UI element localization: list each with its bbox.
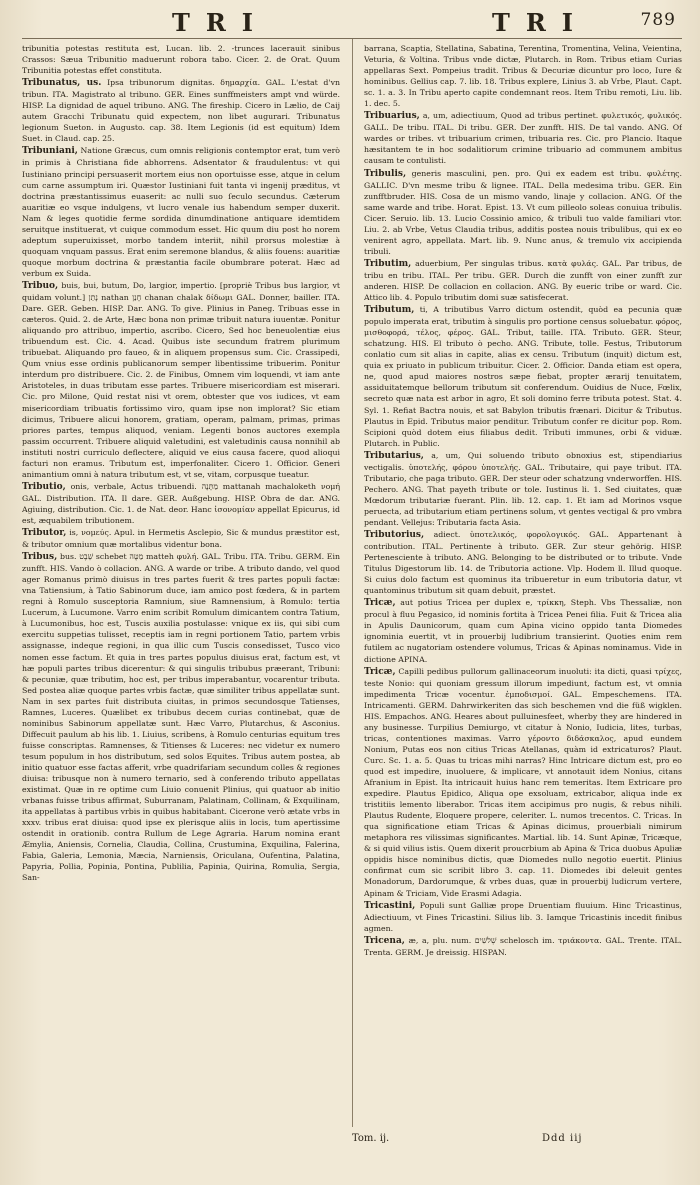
entry-text: Natione Græcus, cum omnis religionis contemptor erat, tum verò in primis à Christiana fide abhorrens. Adsentator & fraudulentus: vt qui Iustiniano principi persuaserit mortem eius non oportuisse esse, atque in celum cum carne assumptum iri. Quæstor Iustiniani fuit tanta vi ingenij præditus, vt doctrina præstantissimus euaserit: ac nulli suo ſeculo secundus. Cæterum auaritiæ eo vsque indulgens, vt lucro venale ius habendum semper duxerit. Nam & leges quotidie ferme sordida dinumdinatione antiquare idemtidem seruitque instituerat, vt cuique commodum esset. Hic quum diu post ho norem adeptum superuixisset, morbo tandem interiit, nihil prorsus molestiæ à quoquam vnquam passus. Erat enim seremone blandus, & aliis fouens: auaritiæ quoque morbum doctrina & præstantia facile obumbrare poterat. Hæc ad verbum ex Suida. bbox=[22, 146, 340, 278]
dictionary-entry bbox=[22, 527, 340, 550]
dictionary-entry bbox=[364, 529, 682, 596]
dictionary-entry bbox=[364, 597, 682, 664]
dictionary-entry bbox=[22, 43, 340, 76]
entry-headword: Tribunatus, us. bbox=[22, 78, 102, 89]
entry-text: adiect. ὑποτελικός, φορολογικός. GAL. Appartenant à contribution. ITAL. Pertinente à tributo. GER. Zur steur gehörig. HISP. Pertenesciente à tributo. ANG. Belonging to be distributed or to tribute. Vnde Titulus Digestorum lib. 14. de Tributoria actione. Vlp. Hodem ll. Illud quoque. Si cuius dolo factum est quominus ita tribueretur in eum tributoria datur, vt quantominus tributum sit quam debuit, præstet. bbox=[364, 530, 682, 596]
left-column bbox=[22, 43, 340, 1125]
entry-text: a, um, adiectiuum, Quod ad tribus pertinet. φυλετικός, φυλικός. GALL. De tribu. ITAL. Di tribu. GER. Der zunfft. HIS. De tal vando. ANG. Of wardes or tribes. vt tribuarium crimen, tribuaria res. Cic. pro Plancio. Itaque hæsitantem te in hoc sodalitiorum crimine tribuario ad communem ambitus causam te contulisti. bbox=[364, 111, 682, 166]
page-number: 789 bbox=[640, 10, 676, 30]
entry-headword: Tributio, bbox=[22, 481, 66, 492]
dictionary-entry bbox=[22, 77, 340, 144]
entry-text: aduerbium, Per singulas tribus. κατὰ φυλάς. GAL. Par tribus, de tribu en tribu. ITAL. Per tribu. GER. Durch die zunfft von einer zunfft zur anderen. HISP. De collacion en collacion. ANG. By eueric tribe or ward. Cic. Attico lib. 4. Populo tributim domi suæ satisfecerat. bbox=[364, 258, 682, 303]
entry-headword: Tricæ, bbox=[364, 666, 396, 677]
dictionary-entry bbox=[364, 258, 682, 303]
entry-text: Populi sunt Galliæ prope Druentiam fluuium. Hinc Tricastinus, Adiectiuum, vt Fines Tricastini. Silius lib. 3. Iamque Tricastinis incedit finibus agmen. bbox=[364, 900, 682, 933]
dictionary-entry bbox=[364, 304, 682, 449]
entry-headword: Tribus, bbox=[22, 552, 58, 563]
entry-headword: Tribuarius, bbox=[364, 111, 420, 122]
dictionary-entry bbox=[364, 43, 682, 109]
entry-headword: Tributim, bbox=[364, 258, 412, 269]
dictionary-entry bbox=[364, 935, 682, 958]
running-head-right: TRI bbox=[492, 8, 590, 37]
entry-text: Capilli pedibus pullorum gallinaceorum inuoluti: ita dicti, quasi τρίχες, teste Nonio: qui quoniam gressum illorum impediunt, factum est, vt omnia impedimenta Tricæ vocentur. ἐμποδισμοί. GAL. Empeschemens. ITA. Intricamenti. GERM. Dahrwirkeriten das sich beschemen vnd die füß wigklen. HIS. Empachos. ANG. Heares about pulluinesfeet, wherby they are hindered in any businesse. Turpilius Demiurgo, vt citatur à Nonio, Iudicia, lites, turbas, tricas, contentiones maximas. Varro γέροντο διδάσκαλος, apud eundem Nonium, Putas eos non citius Tricas Atellanas, quàm id extricaturos? Plaut. Curc. Sc. 1. a. 5. Quas tu tricas mihi narras? Hinc Intricare dictum est, pro eo quod est impedire, inuoluere, & implicare, vt annotauit idem Nonius, citans Afranium in Epist. Ita intricauit huius hanc rem temeritas. Item Extricare pro expedire. Plautus Epidico, Aliqua ope exsoluam, extricabor, aliqua inde ex tristitiis lemento liberabor. Tricas item accipimus pro nugis, & rebus nihili. Plautus Rudente, Eloquere propere, celeriter. L. numos trecentos. C. Tricas. In qua significatione etiam Tricas & Apinas dicimus, prouerbiali nimirum metaphora res vilissimas significantes. Martial. lib. 14. Sunt Apinæ, Tricæque, & si quid vilius istis. Quem dixerit proucrbium ab Apina & Trica duobus Apuliæ oppidis hisce nominibus dictis, quæ Diomedes nullo negotio euertit. Plinius confirmat cum sic scribit libro 3. cap. 11. Diomedes ibi deleuit gentes Monadorum, Dardorumque, & vrbes duas, quæ in prouerbij ludicrum vertere, Apinam & Triciam, Vide Erasmi Adagia. bbox=[364, 666, 682, 898]
entry-headword: Tributor, bbox=[22, 528, 67, 539]
dictionary-entry bbox=[364, 168, 682, 257]
dictionary-entry bbox=[364, 900, 682, 934]
entry-text: generis masculini, pen. pro. Qui ex eadem est tribu. φυλέτης. GALLIC. D'vn mesme tribu & lignee. ITAL. Della medesima tribu. GER. Ein zunfftbruder. HIS. Cosa de un mismo vando, linaje y collacion. ANG. Of the same warde and tribe. Horat. Epist. 13. Vt cum pilleolo soleas conuiua tribulis. Cicer. Seruio. lib. 13. Lucio Cossinio amico, & tribuli tuo valde familiari vtor. Liu. 2. ab Vrbe, Vetus Claudia tribus, additis postea nouis tribulibus, qui ex eo venirent agro, appellata. Mart. lib. 9. Nunc anus, & tremulo vix accipienda tribuli. bbox=[364, 168, 682, 256]
entry-text: barrana, Scaptia, Stellatina, Sabatina, Terentina, Tromentina, Velina, Veientina, Veturia, & Voltina. Tribus vnde dictæ, Plutarch. in Rom. Tribus etiam Curias appellaras Sext. Pompeius tradit. Tribus & Decuriæ dicuntur pro loco, Iure & hominibus. Gellius cap. 7. lib. 18. Tribus explere, Linius 3. ab Vrbe, Plaut. Capt. sc. 1. a. 3. In Tribu aperto capite condemnant reos. Item Tribu remoti, Liu. lib. 1. dec. 5. bbox=[364, 44, 682, 109]
page-header bbox=[22, 8, 682, 39]
dictionary-entry bbox=[22, 280, 340, 480]
entry-headword: Tributorius, bbox=[364, 530, 425, 541]
dictionary-entry bbox=[364, 666, 682, 899]
entry-headword: Tricastini, bbox=[364, 900, 416, 911]
entry-text: Ipsa tribunorum dignitas. δημαρχία. GAL. L'estat d'vn tribun. ITA. Magistrato al tribuno. GER. Eines sunffmeisters ampt vnd würde. HISP. La dignidad de aquel tribuno. ANG. The fireship. Cicero in Lælio, de Caij autem Gracchi Tribunatu quid expectem, non libet augurari. Tribunatus legionum Sueton. in Augusto. cap. 38. Item Legionis (id est equitum) Idem Suet. in Claud. cap. 25. bbox=[22, 78, 340, 144]
entry-headword: Tribulis, bbox=[364, 168, 407, 179]
dictionary-entry bbox=[364, 110, 682, 166]
entry-text: æ, a, plu. num. שְׁלשִׁים schelosch im. τριάκοντα. GAL. Trente. ITAL. Trenta. GERM. Je dreissig. HISPAN. bbox=[364, 935, 682, 957]
entry-headword: Tributum, bbox=[364, 305, 415, 316]
volume-label: Tom. ij. bbox=[352, 1133, 390, 1144]
signature-mark: Ddd iij bbox=[542, 1133, 583, 1144]
entry-text: aut potius Tricea per duplex e, τρίκκη, Steph. Vbs Thessaliæ, non procul à fluu Pegasico, id nominis fortita à Tricea Penei filia. Fuit & Tricea alia in Apulis Daunicorum, quam cum Apina vicino oppido tanta Diomedes ignominia euertit, vt in prouerbij ludibrium transierint. Quoties enim rem futilem ac nugatoriam ostendere volumus, Tricas & Apinas nominamus. Vide in dictione APINA. bbox=[364, 598, 682, 664]
running-head-left: TRI bbox=[172, 8, 270, 37]
dictionary-entry bbox=[22, 145, 340, 279]
dictionary-entry bbox=[22, 481, 340, 526]
entry-text: onis, verbale, Actus tribuendi. מַתָּנָה mattanah machaloketh νομή GAL. Distribution. ITA. Il dare. GER. Außgebung. HISP. Obra de dar. ANG. Agiuing, distribution. Cic. 1. de Nat. deor. Hanc ἰσονομίαν appellat Epicurus, id est, æquabilem tributionem. bbox=[22, 481, 340, 525]
dictionary-entry bbox=[22, 551, 340, 883]
entry-headword: Tribuniani, bbox=[22, 146, 78, 157]
entry-text: a, um, Qui soluendo tributo obnoxius est, stipendiarius vectigalis. ὑποτελής, φόρου ὑποτελής. GAL. Tributaire, qui paye tribut. ITA. Tributario, che paga tributo. GER. Der steur oder schatzung vnderworffen. HIS. Pechero. ANG. That payeth tribute or tole. Iustinus li. 1. Sed ciuitates, quæ Mœdorum tributariæ fuerant. Plin. lib. 12. cap. 1. Et iam ad Morinos vsque peruecta, ad tributarium etiam pertinens solum, vt gentes vectigal & pro vmbra pendant. Vellejus: Tributaria facta Asia. bbox=[364, 450, 682, 527]
entry-text: buis, bui, butum, Do, largior, impertio. [propriè Tribus bus largior, vt quidam volunt.] נָתַן nathan חָנַן chanan chalak δίδωμι GAL. Donner, bailler. ITA. Dare. GER. Geben. HISP. Dar. ANG. To give. Plinius in Paneg. Tribuas esse in cæteros. Quid. 2. de Arte, Hæc bona non primæ tribuit natura iuuentæ. Ponitur aliquando pro attribuo, impertio, ascribo. Cicero, Sed hoc beneuolentiæ eius tribuendum est. Cic. 4. Acad. Quibus iste secundum fratrem plurimum tribuebat. Aliquando pro faueo, & in aliquem propensus sum. Cic. Crassipedi, Qum vnius esse ordinis publicanorum semper libentissime tribuerim. Ponitur interdum pro distribuere. Cic. 2. de Finibus, Omnem vim loquendi, vt iam ante Aristoteles, in duas tributam esse partes. Tribuere misericordiam est miserari. Cic. pro Milone, Quid restat nisi vt orem, obtester que vos iudices, vt eam misericordiam tribuatis fortissimo viro, quam ipse non implorat? Sic etiam dicimus, Tribuere alicui honorem, gratiam, operam, palmam, primas, primas priores partes, tempus aliquod, veniam. Legenti bonos auctores exempla passim occurrent. Tribuere aliquid valetudini, est valetudinis causa nonnihil ab instituti nostri curriculo deflectere, aliquid ve eius causa facere, quod alioqui facturi non eramus. Tributum est, imperfonaliter. Cicero 1. Officior. Generi animantium omni à natura tributum est, vt se, vitam, corpusque tueatur. bbox=[22, 280, 340, 479]
column-divider bbox=[352, 39, 353, 1127]
entry-text: ti, A tributibus Varro dictum ostendit, quòd ea pecunia quæ populo imperata erat, tributim à singulis pro portione census soluebatur. φόρος, μισθοφορά, τέλος, φέρος. GAL. Tribut, taille. ITA. Tributo. GER. Steur, schatzung. HIS. El tributo ò pecho. ANG. Tribute, tolle. Festus, Tributorum conlatio cum sit alias in capite, alias ex censu. Tributum (inquit) dictum est, quia ex priuato in publicum tribuitur. Cicer. 2. Officior. Danda etiam est opera, ne, quod apud maiores nostros sæpe fiebat, propter ærarij tenuitatem, assiduitatemque bellorum tributum sit conferendum. Ouidius de Nuce, Fœlix, secreto quæ nata est arbor in agro, Et soli domino ferre tributa potest. Stat. 4. Syl. 1. Refiat Bactra nouis, et sat Babylon tributis frænari. Dicitur & Tributus. Plautus in Epid. Tributus maior penditur. Tributum confer re dicitur pop. Rom. Scipioni quòd dotem eius filiabus dedit. Tributi immunes, orbi & viduæ. Plutarch. in Public. bbox=[364, 305, 682, 448]
columns bbox=[22, 39, 682, 1129]
page-footer bbox=[22, 1129, 682, 1169]
entry-headword: Tricæ, bbox=[364, 598, 396, 609]
entry-text: is, νομεύς. Apul. in Hermetis Asclepio, Sic & mundus præstitor est, & tributor omnium quæ mortalibus videntur bona. bbox=[22, 528, 340, 550]
entry-text: tribunitia potestas restituta est, Lucan. lib. 2. -trunces lacerauit sinibus Crassos: Sæua Tribunitio maduerunt robora tabo. Cicer. 2. de Orat. Quum Tribunitia potestas effet constituta. bbox=[22, 44, 340, 76]
entry-headword: Tricena, bbox=[364, 935, 405, 946]
dictionary-entry bbox=[364, 450, 682, 528]
entry-headword: Tributarius, bbox=[364, 450, 424, 461]
right-column bbox=[364, 43, 682, 1125]
entry-text: bus. שֵׁבֶט schebet מַטֶּה matteh φυλή. GAL. Tribu. ITA. Tribu. GERM. Ein zunfft. HIS. Vando ò collacion. ANG. A warde or tribe. A tributo dando, vel quod ager Romanus primò diuisus in tres partes fuerit & tres partes populi factæ: vna Tatiensium, à Tatio Sabinorum duce, iam amico post fœdera, & in partem regni à Romulo susceptoria Ramnium, siue Ramnensium, à Romulo: tertia Lucerum, à Lucumone. Varro enim scribit Romulum dimicantem contra Tatium, à Lucumonibus, hoc est, Tuscis auxilia postulasse: vnique ex iis, qui sibi cum exercitu suppetias tulisset, receptis iam in regni portionem Tatio, partem vrbis assignasse, indeque regioni, in qua illic cum Tuscis consedisset, Tusco vico nomen esse factum. Et quia in tres partes populus diuisus erat, factum est, vt hæ populi partes tribus dicerentur: & qui singulis tribubus præerant, Tribuni: & pecuniæ, quæ tributim, hoc est, per tribus imperabantur, vocarentur tributa. Sed postea aliæ quoque partes vrbis factæ, quæ similiter tribus appellatæ sunt. Nam in sex partes fuit distributa ciuitas, in primos secundosque Tatienses, Ramnes, Luceres. Quælibet ex tribubus decem curias continebat, quæ de nominibus Sabinorum appellatæ sunt. Hæc Varro, Plutarchus, & Asconius. Diffecuit paulum ab his lib. 1. Liuius, scribens, à Romulo centurias equitum tres fuisse conscriptas. Ramnenses, & Titienses & Luceres: nec videtur ex numero tesum populum in hos distributum, sed solos Equites. Tribus autem postea, ab initio quatuor esse factas afferit, vrbe quadrifariam secundum colles & regiones diuisa: tribusque non à numero ternario, sed à conferendo tributo appellatas existimat. Quæ in re optime cum Liuio conuenit Plinius, qui quatuor ab initio vrbanas fuisse tribus affirmat, Suburranam, Palatinam, Collinam, & Exquilinam, ita appellatas à partibus vrbis in quibus habitabant. Cicerone verò ætate vrbs in xxxv. tribus erat diuisa: quod ipse ex plerisque aliis in locis, tum apertissime ostendit in orationib. contra Rullum de Lege Agraria. Harum nomina erant Æmylia, Aniensis, Cornelia, Claudia, Collina, Crustumina, Exquilina, Falerina, Fabia, Galeria, Lemonia, Mæcia, Narniensis, Oriculana, Oufentina, Palatina, Papyria, Pollia, Popinia, Pontina, Publilia, Papinia, Quirina, Romulia, Sergia, San- bbox=[22, 552, 340, 883]
entry-headword: Tribuo, bbox=[22, 280, 59, 291]
